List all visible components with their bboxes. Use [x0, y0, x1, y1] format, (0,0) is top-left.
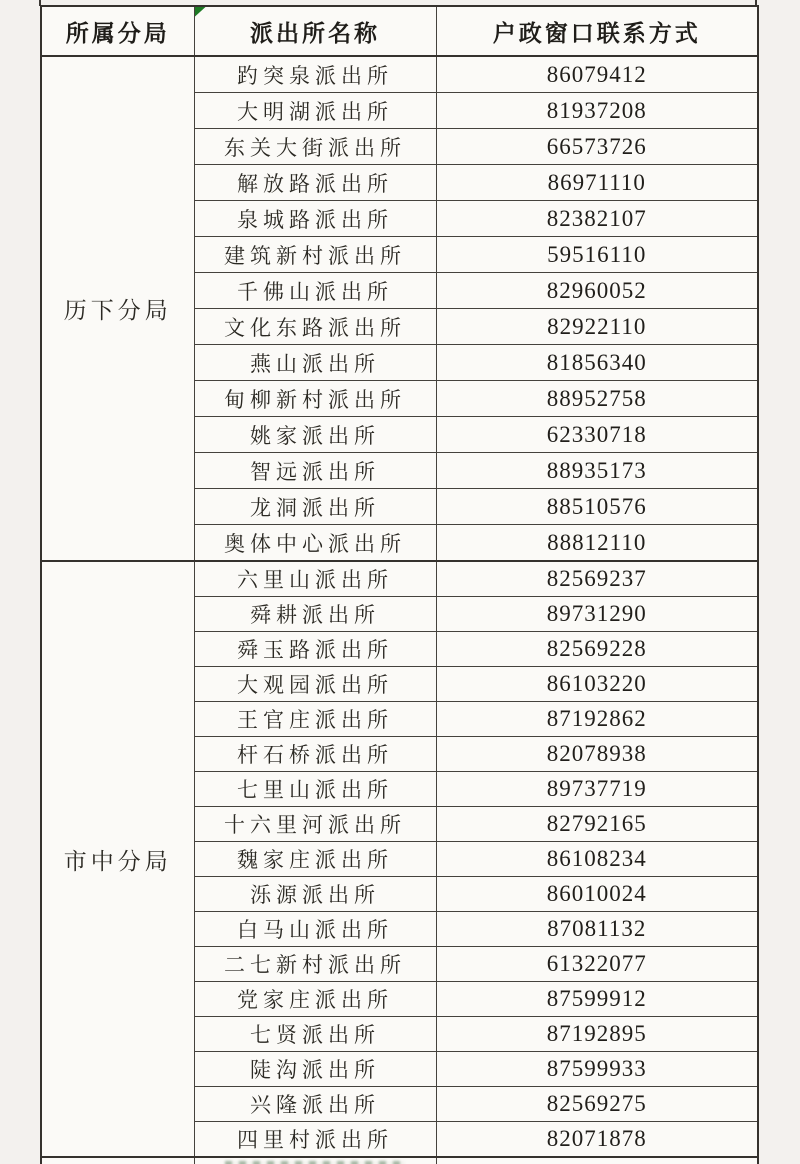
station-name-cell: 杆石桥派出所 [194, 737, 436, 772]
phone-number-cell: 82382107 [436, 201, 758, 237]
phone-number-cell: 82569275 [436, 1087, 758, 1122]
phone-number-cell: 81937208 [436, 93, 758, 129]
station-name-cell: 大观园派出所 [194, 667, 436, 702]
header-cell-branch: 所属分局 [41, 6, 194, 56]
station-name-cell: 大明湖派出所 [194, 93, 436, 129]
station-name-cell: 兴隆派出所 [194, 1087, 436, 1122]
station-name-cell: 文化东路派出所 [194, 309, 436, 345]
station-name-cell: 奥体中心派出所 [194, 525, 436, 562]
phone-number-cell: 88952758 [436, 381, 758, 417]
phone-number-cell: 88935173 [436, 453, 758, 489]
table-row [41, 56, 758, 93]
table-body [41, 56, 758, 1157]
station-name-cell: 王官庄派出所 [194, 702, 436, 737]
cutoff-station-name-cell [194, 1157, 436, 1164]
station-name-cell: 泺源派出所 [194, 877, 436, 912]
phone-number-cell: 87192895 [436, 1017, 758, 1052]
station-name-cell: 姚家派出所 [194, 417, 436, 453]
phone-number-cell: 82922110 [436, 309, 758, 345]
header-cell-contact: 户政窗口联系方式 [436, 6, 758, 56]
phone-number-cell: 82078938 [436, 737, 758, 772]
phone-number-cell: 87192862 [436, 702, 758, 737]
station-name-cell: 甸柳新村派出所 [194, 381, 436, 417]
phone-number-cell: 86971110 [436, 165, 758, 201]
header-cell-station-name [194, 6, 436, 56]
station-name-cell: 千佛山派出所 [194, 273, 436, 309]
station-name-cell: 七贤派出所 [194, 1017, 436, 1052]
phone-number-cell: 86010024 [436, 877, 758, 912]
cutoff-phone-cell [436, 1157, 758, 1164]
phone-number-cell: 87599933 [436, 1052, 758, 1087]
station-name-cell: 解放路派出所 [194, 165, 436, 201]
station-name-cell: 七里山派出所 [194, 772, 436, 807]
phone-number-cell: 89731290 [436, 597, 758, 632]
phone-number-cell: 82792165 [436, 807, 758, 842]
station-name-cell: 舜玉路派出所 [194, 632, 436, 667]
station-name-cell: 东关大街派出所 [194, 129, 436, 165]
station-name-cell: 六里山派出所 [194, 561, 436, 597]
station-name-cell: 燕山派出所 [194, 345, 436, 381]
station-name-cell: 泉城路派出所 [194, 201, 436, 237]
header-cell-station-name-label: 派出所名称 [250, 20, 380, 46]
police-station-contact-table [40, 5, 759, 1164]
station-name-cell: 十六里河派出所 [194, 807, 436, 842]
station-name-cell: 龙洞派出所 [194, 489, 436, 525]
cutoff-branch-cell [41, 1157, 194, 1164]
cell-corner-marker-icon [195, 7, 206, 17]
phone-number-cell: 86103220 [436, 667, 758, 702]
station-name-cell: 陡沟派出所 [194, 1052, 436, 1087]
phone-number-cell: 89737719 [436, 772, 758, 807]
phone-number-cell: 62330718 [436, 417, 758, 453]
header-row [41, 6, 758, 56]
phone-number-cell: 81856340 [436, 345, 758, 381]
phone-number-cell: 61322077 [436, 947, 758, 982]
phone-number-cell: 82071878 [436, 1122, 758, 1158]
station-name-cell: 舜耕派出所 [194, 597, 436, 632]
station-name-cell: 建筑新村派出所 [194, 237, 436, 273]
phone-number-cell: 87599912 [436, 982, 758, 1017]
phone-number-cell: 87081132 [436, 912, 758, 947]
cutoff-next-row [41, 1157, 758, 1164]
branch-cell: 历下分局 [41, 56, 194, 561]
phone-number-cell: 66573726 [436, 129, 758, 165]
phone-number-cell: 86079412 [436, 56, 758, 93]
branch-cell: 市中分局 [41, 561, 194, 1157]
phone-number-cell: 88510576 [436, 489, 758, 525]
phone-number-cell: 59516110 [436, 237, 758, 273]
station-name-cell: 白马山派出所 [194, 912, 436, 947]
station-name-cell: 党家庄派出所 [194, 982, 436, 1017]
phone-number-cell: 82960052 [436, 273, 758, 309]
phone-number-cell: 82569237 [436, 561, 758, 597]
station-name-cell: 二七新村派出所 [194, 947, 436, 982]
station-name-cell: 智远派出所 [194, 453, 436, 489]
station-name-cell: 四里村派出所 [194, 1122, 436, 1158]
phone-number-cell: 82569228 [436, 632, 758, 667]
station-name-cell: 趵突泉派出所 [194, 56, 436, 93]
phone-number-cell: 88812110 [436, 525, 758, 562]
station-name-cell: 魏家庄派出所 [194, 842, 436, 877]
phone-number-cell: 86108234 [436, 842, 758, 877]
table-row [41, 561, 758, 597]
